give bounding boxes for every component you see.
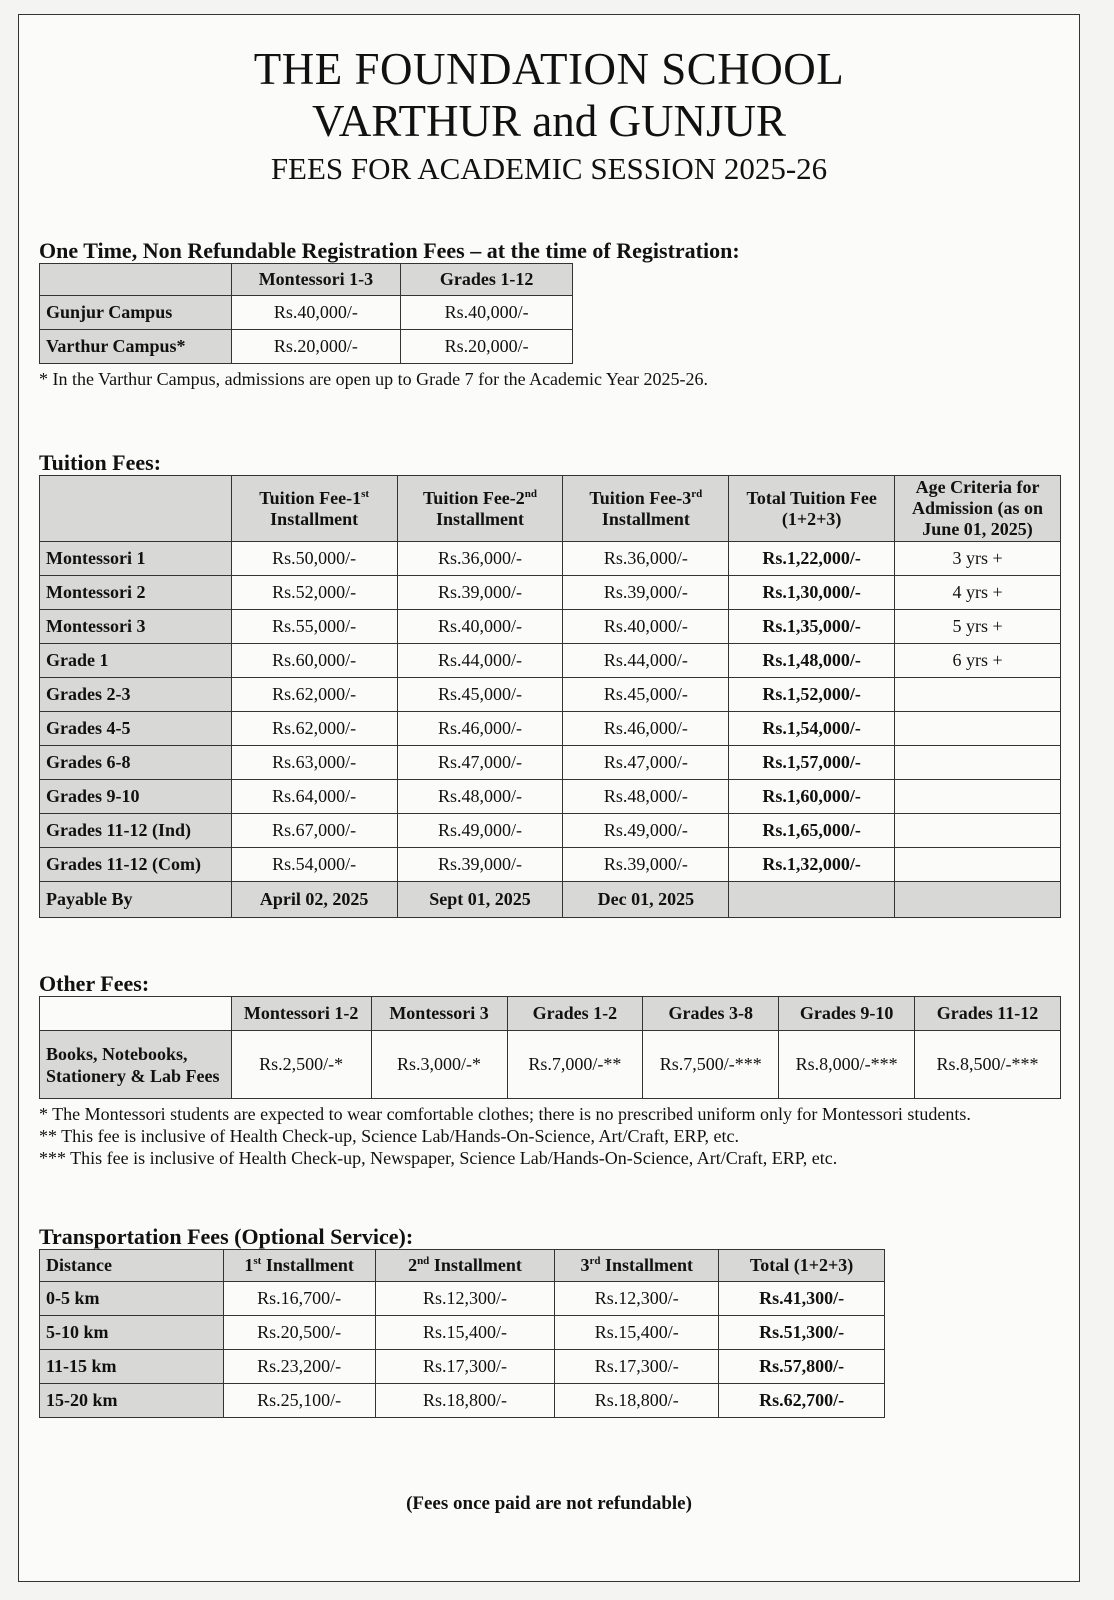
tuition-cell: Rs.39,000/- — [563, 576, 729, 610]
registration-section — [39, 239, 740, 390]
tuition-cell: Rs.40,000/- — [397, 610, 563, 644]
registration-col-grades: Grades 1-12 — [401, 264, 573, 296]
other-fees-title: Other Fees: — [39, 971, 150, 996]
other-fees-header-blank — [40, 997, 232, 1031]
tuition-cell: Rs.60,000/- — [231, 644, 397, 678]
registration-note: * In the Varthur Campus, admissions are open up to Grade 7 for the Academic Year 2025-26. — [39, 369, 709, 389]
tuition-row-label: Grades 11-12 (Ind) — [40, 814, 232, 848]
tuition-col-header — [231, 476, 397, 542]
tuition-col-rest: Installment — [270, 508, 359, 529]
transport-cell: Rs.17,300/- — [555, 1350, 719, 1384]
transport-distance: 15-20 km — [40, 1384, 224, 1418]
school-name: THE FOUNDATION SCHOOL — [253, 44, 845, 94]
tuition-cell: Rs.46,000/- — [563, 712, 729, 746]
tuition-total-cell: Rs.1,60,000/- — [729, 780, 895, 814]
other-fees-cell: Rs.7,500/-*** — [643, 1031, 779, 1099]
other-fees-row-label: Books, Notebooks, Stationery & Lab Fees — [40, 1031, 232, 1099]
transport-col-header — [40, 1250, 224, 1282]
registration-cell: Rs.20,000/- — [401, 330, 573, 364]
payable-by-date — [729, 882, 895, 918]
registration-table — [39, 263, 573, 364]
other-fees-col-header: Grades 11-12 — [915, 997, 1061, 1031]
tuition-row-label: Grades 11-12 (Com) — [40, 848, 232, 882]
age-criteria-cell: 6 yrs + — [895, 644, 1061, 678]
tuition-total-cell: Rs.1,32,000/- — [729, 848, 895, 882]
other-fees-col-header: Montessori 3 — [371, 997, 507, 1031]
tuition-col-sup: st — [361, 487, 370, 500]
payable-by-row — [40, 882, 1061, 918]
tuition-col-main: Tuition Fee-1 — [259, 487, 362, 508]
tuition-cell: Rs.39,000/- — [563, 848, 729, 882]
registration-col-montessori: Montessori 1-3 — [231, 264, 401, 296]
tuition-cell: Rs.49,000/- — [397, 814, 563, 848]
tuition-total-cell: Rs.1,30,000/- — [729, 576, 895, 610]
tuition-row-label: Montessori 3 — [40, 610, 232, 644]
tuition-row-label: Grades 2-3 — [40, 678, 232, 712]
tuition-cell: Rs.50,000/- — [231, 542, 397, 576]
tuition-col-header — [729, 476, 895, 542]
age-criteria-cell: 4 yrs + — [895, 576, 1061, 610]
age-criteria-cell — [895, 712, 1061, 746]
tuition-row — [40, 848, 1061, 882]
transport-col-ordinal: 2 — [408, 1255, 418, 1275]
tuition-total-cell: Rs.1,52,000/- — [729, 678, 895, 712]
other-fees-col-header: Montessori 1-2 — [231, 997, 371, 1031]
transport-col-label: Installment — [429, 1255, 522, 1275]
tuition-total-cell: Rs.1,57,000/- — [729, 746, 895, 780]
tuition-total-cell: Rs.1,22,000/- — [729, 542, 895, 576]
tuition-col-rest: (1+2+3) — [781, 508, 842, 529]
tuition-row-label: Grades 9-10 — [40, 780, 232, 814]
transport-col-sup: nd — [417, 1255, 430, 1267]
transport-distance: 11-15 km — [40, 1350, 224, 1384]
tuition-cell: Rs.48,000/- — [397, 780, 563, 814]
tuition-row — [40, 814, 1061, 848]
non-refundable-footer: (Fees once paid are not refundable) — [406, 1493, 692, 1514]
age-criteria-cell: 3 yrs + — [895, 542, 1061, 576]
transport-total-cell: Rs.51,300/- — [719, 1316, 885, 1350]
other-fees-note: *** This fee is inclusive of Health Check-up, Newspaper, Science Lab/Hands-On-Science, Art/Craft, ERP, etc. — [39, 1148, 838, 1168]
transport-table — [39, 1249, 885, 1418]
tuition-cell: Rs.47,000/- — [563, 746, 729, 780]
other-fees-cell: Rs.8,000/-*** — [779, 1031, 915, 1099]
tuition-header-blank — [40, 476, 232, 542]
transport-title: Transportation Fees (Optional Service): — [39, 1224, 414, 1249]
session-title: FEES FOR ACADEMIC SESSION 2025-26 — [270, 151, 828, 186]
transport-col-header — [223, 1250, 375, 1282]
tuition-cell: Rs.62,000/- — [231, 678, 397, 712]
tuition-cell: Rs.45,000/- — [563, 678, 729, 712]
transport-cell: Rs.25,100/- — [223, 1384, 375, 1418]
tuition-cell: Rs.55,000/- — [231, 610, 397, 644]
transport-row — [40, 1316, 885, 1350]
transport-header-row — [40, 1250, 885, 1282]
transport-col-header — [719, 1250, 885, 1282]
tuition-cell: Rs.49,000/- — [563, 814, 729, 848]
tuition-row-label: Montessori 1 — [40, 542, 232, 576]
transport-col-header — [375, 1250, 555, 1282]
age-criteria-cell — [895, 746, 1061, 780]
age-criteria-cell — [895, 678, 1061, 712]
other-fees-header-row — [40, 997, 1061, 1031]
registration-cell: Rs.20,000/- — [231, 330, 401, 364]
tuition-col-sup: nd — [524, 487, 538, 500]
tuition-table — [39, 475, 1061, 918]
tuition-cell: Rs.48,000/- — [563, 780, 729, 814]
transport-row — [40, 1350, 885, 1384]
tuition-row — [40, 610, 1061, 644]
transport-col-header — [555, 1250, 719, 1282]
transport-total-cell: Rs.41,300/- — [719, 1282, 885, 1316]
tuition-cell: Rs.67,000/- — [231, 814, 397, 848]
transport-cell: Rs.16,700/- — [223, 1282, 375, 1316]
transport-col-ordinal: 1 — [244, 1255, 254, 1275]
tuition-row — [40, 542, 1061, 576]
tuition-total-cell: Rs.1,48,000/- — [729, 644, 895, 678]
tuition-total-cell: Rs.1,54,000/- — [729, 712, 895, 746]
transport-cell: Rs.12,300/- — [555, 1282, 719, 1316]
transport-row — [40, 1282, 885, 1316]
tuition-cell: Rs.54,000/- — [231, 848, 397, 882]
other-fees-col-header: Grades 3-8 — [643, 997, 779, 1031]
tuition-row — [40, 644, 1061, 678]
transport-total-cell: Rs.57,800/- — [719, 1350, 885, 1384]
tuition-row-label: Grades 4-5 — [40, 712, 232, 746]
tuition-col-main: Tuition Fee-3 — [589, 487, 692, 508]
age-criteria-cell — [895, 780, 1061, 814]
tuition-row — [40, 712, 1061, 746]
tuition-total-cell: Rs.1,35,000/- — [729, 610, 895, 644]
age-criteria-cell — [895, 814, 1061, 848]
tuition-row-label: Montessori 2 — [40, 576, 232, 610]
transport-cell: Rs.17,300/- — [375, 1350, 555, 1384]
transport-cell: Rs.23,200/- — [223, 1350, 375, 1384]
transport-col-sup: st — [253, 1255, 262, 1267]
transport-col-label: Total (1+2+3) — [749, 1255, 854, 1275]
campus-names: VARTHUR and GUNJUR — [312, 96, 786, 146]
other-fees-note: ** This fee is inclusive of Health Check-up, Science Lab/Hands-On-Science, Art/Craft, ERP, etc. — [39, 1126, 739, 1146]
other-fees-col-header: Grades 1-2 — [507, 997, 643, 1031]
transport-cell: Rs.12,300/- — [375, 1282, 555, 1316]
registration-header-blank — [40, 264, 232, 296]
tuition-cell: Rs.62,000/- — [231, 712, 397, 746]
transport-col-sup: rd — [589, 1255, 601, 1267]
tuition-col-rest: Installment — [601, 508, 690, 529]
other-fees-cell: Rs.7,000/-** — [507, 1031, 643, 1099]
tuition-cell: Rs.44,000/- — [397, 644, 563, 678]
age-criteria-cell — [895, 848, 1061, 882]
tuition-cell: Rs.46,000/- — [397, 712, 563, 746]
tuition-cell: Rs.45,000/- — [397, 678, 563, 712]
transport-total-cell: Rs.62,700/- — [719, 1384, 885, 1418]
tuition-section — [39, 451, 1061, 918]
fee-sheet — [18, 14, 1080, 1582]
transport-row — [40, 1384, 885, 1418]
tuition-col-header — [563, 476, 729, 542]
transport-cell: Rs.15,400/- — [555, 1316, 719, 1350]
registration-title: One Time, Non Refundable Registration Fees – at the time of Registration: — [39, 238, 740, 263]
other-fees-cell: Rs.3,000/-* — [371, 1031, 507, 1099]
tuition-cell: Rs.63,000/- — [231, 746, 397, 780]
transport-cell: Rs.18,800/- — [555, 1384, 719, 1418]
payable-by-date: Sept 01, 2025 — [397, 882, 563, 918]
payable-by-date: April 02, 2025 — [231, 882, 397, 918]
payable-by-label: Payable By — [40, 882, 232, 918]
tuition-cell: Rs.52,000/- — [231, 576, 397, 610]
registration-row-label: Gunjur Campus — [40, 296, 232, 330]
transport-col-label: Installment — [261, 1255, 354, 1275]
tuition-title: Tuition Fees: — [39, 450, 162, 475]
tuition-cell: Rs.44,000/- — [563, 644, 729, 678]
payable-by-date: Dec 01, 2025 — [563, 882, 729, 918]
tuition-body — [40, 542, 1061, 918]
tuition-row-label: Grades 6-8 — [40, 746, 232, 780]
tuition-cell: Rs.64,000/- — [231, 780, 397, 814]
tuition-cell: Rs.40,000/- — [563, 610, 729, 644]
transport-section — [39, 1225, 885, 1418]
transport-cell: Rs.15,400/- — [375, 1316, 555, 1350]
tuition-col-rest: Installment — [436, 508, 525, 529]
other-fees-row — [40, 1031, 1061, 1099]
registration-cell: Rs.40,000/- — [401, 296, 573, 330]
other-fees-cell: Rs.8,500/-*** — [915, 1031, 1061, 1099]
age-criteria-cell: 5 yrs + — [895, 610, 1061, 644]
tuition-col-main: Total Tuition Fee — [746, 487, 877, 508]
tuition-row — [40, 746, 1061, 780]
transport-distance: 5-10 km — [40, 1316, 224, 1350]
tuition-cell: Rs.39,000/- — [397, 576, 563, 610]
other-fees-cell: Rs.2,500/-* — [231, 1031, 371, 1099]
transport-cell: Rs.20,500/- — [223, 1316, 375, 1350]
other-fees-col-header: Grades 9-10 — [779, 997, 915, 1031]
tuition-cell: Rs.36,000/- — [397, 542, 563, 576]
tuition-row — [40, 780, 1061, 814]
tuition-col-sup: rd — [691, 487, 703, 500]
other-fees-table — [39, 996, 1061, 1099]
other-fees-notes — [39, 1103, 1061, 1169]
tuition-col-main: Tuition Fee-2 — [422, 487, 525, 508]
transport-col-ordinal: 3 — [580, 1255, 590, 1275]
tuition-cell: Rs.39,000/- — [397, 848, 563, 882]
tuition-total-cell: Rs.1,65,000/- — [729, 814, 895, 848]
transport-col-label: Installment — [600, 1255, 693, 1275]
tuition-row — [40, 678, 1061, 712]
transport-distance: 0-5 km — [40, 1282, 224, 1316]
tuition-row — [40, 576, 1061, 610]
tuition-col-header — [895, 476, 1061, 542]
tuition-cell: Rs.47,000/- — [397, 746, 563, 780]
other-fees-note: * The Montessori students are expected to wear comfortable clothes; there is no prescribed uniform only for Montessori students. — [39, 1104, 971, 1124]
tuition-row-label: Grade 1 — [40, 644, 232, 678]
title-block — [19, 43, 1079, 189]
tuition-col-header — [397, 476, 563, 542]
transport-body — [40, 1282, 885, 1418]
payable-by-date — [895, 882, 1061, 918]
transport-col-label: Distance — [46, 1255, 112, 1275]
registration-cell: Rs.40,000/- — [231, 296, 401, 330]
other-fees-section — [39, 972, 1061, 1169]
registration-row-label: Varthur Campus* — [40, 330, 232, 364]
transport-cell: Rs.18,800/- — [375, 1384, 555, 1418]
tuition-cell: Rs.36,000/- — [563, 542, 729, 576]
tuition-col-main: Age Criteria for Admission (as on June 01, 2025) — [912, 477, 1044, 539]
